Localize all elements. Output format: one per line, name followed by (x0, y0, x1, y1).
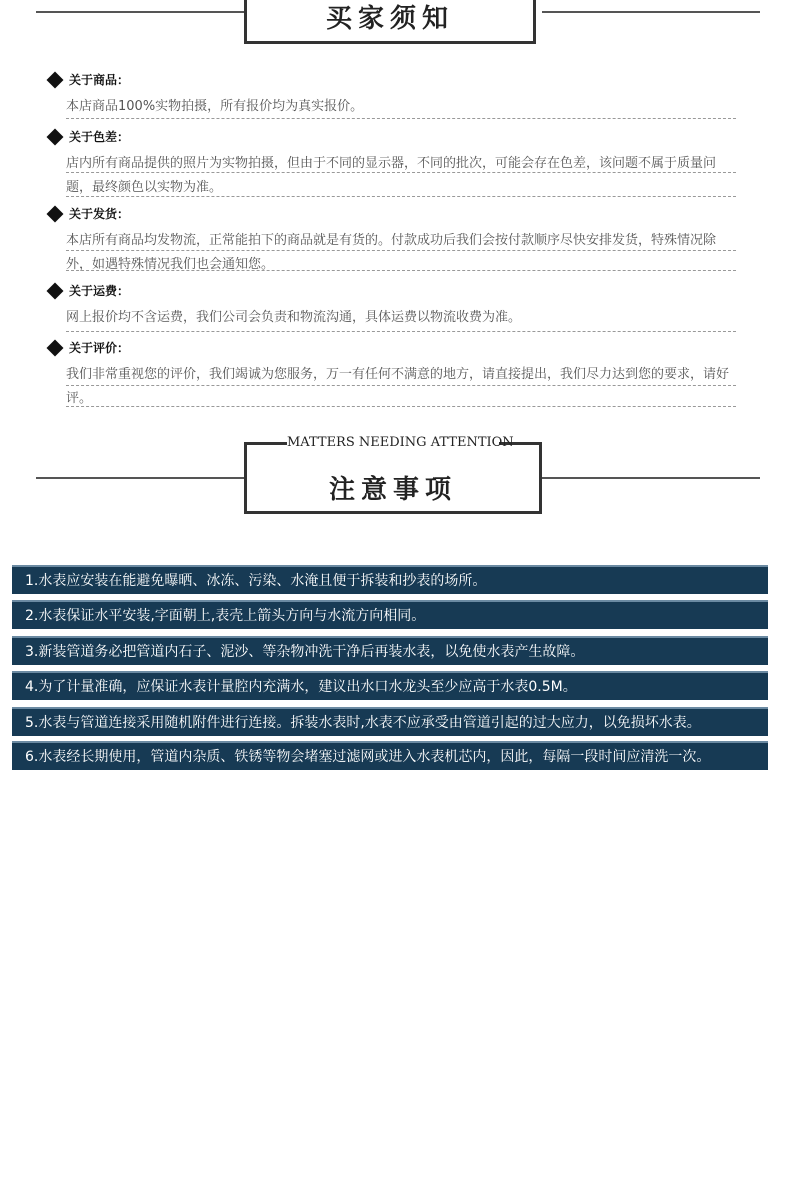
section-label: 关于色差： (69, 130, 130, 144)
matters-title-box (244, 435, 542, 514)
dashed-divider (66, 250, 736, 251)
dashed-divider (66, 118, 736, 119)
section-text: 店内所有商品提供的照片为实物拍摄，但由于不同的显示器，不同的批次，可能会存在色差，该问题不属于质量问题，最终颜色以实物为准。 (66, 156, 717, 195)
section-header-product (46, 71, 129, 88)
matters-rule-right (542, 477, 760, 479)
diamond-bullet-icon (47, 282, 64, 299)
dashed-divider (66, 196, 736, 197)
section-header-shipping (46, 205, 129, 222)
section-label: 关于商品： (69, 73, 130, 87)
matters-title-en: MATTERS NEEDING ATTENTION (287, 435, 514, 450)
diamond-bullet-icon (47, 205, 64, 222)
buyer-notice-title-box (244, 0, 536, 44)
diamond-bullet-icon (47, 71, 64, 88)
section-text: 本店所有商品均发物流，正常能拍下的商品就是有货的。付款成功后我们会按付款顺序尽快安排发货，特殊情况除外，如遇特殊情况我们也会通知您。 (66, 233, 717, 272)
attention-item: 5.水表与管道连接采用随机附件进行连接。拆装水表时,水表不应承受由管道引起的过大应力，以免损坏水表。 (12, 707, 768, 736)
section-header-freight (46, 282, 129, 299)
dashed-divider (66, 172, 736, 173)
attention-item: 2.水表保证水平安装,字面朝上,表壳上箭头方向与水流方向相同。 (12, 600, 768, 629)
attention-item: 1.水表应安装在能避免曝晒、冰冻、污染、水淹且便于拆装和抄表的场所。 (12, 565, 768, 594)
section-text: 本店商品100%实物拍摄，所有报价均为真实报价。 (66, 99, 364, 114)
section-label: 关于评价： (69, 341, 130, 355)
section-header-review (46, 339, 129, 356)
dashed-divider (66, 270, 736, 271)
dashed-divider (66, 406, 736, 407)
attention-item: 4.为了计量准确，应保证水表计量腔内充满水，建议出水口水龙头至少应高于水表0.5M。 (12, 671, 768, 700)
attention-item: 6.水表经长期使用，管道内杂质、铁锈等物会堵塞过滤网或进入水表机芯内，因此，每隔一段时间应清洗一次。 (12, 741, 768, 770)
buyer-notice-title: 买家须知 (325, 4, 454, 34)
section-text: 网上报价均不含运费，我们公司会负责和物流沟通，具体运费以物流收费为准。 (66, 310, 522, 325)
title-rule-left (36, 11, 244, 13)
matters-rule-left (36, 477, 244, 479)
matters-title-zh: 注意事项 (328, 475, 457, 505)
section-label: 关于发货： (69, 207, 130, 221)
dashed-divider (66, 331, 736, 332)
section-text: 我们非常重视您的评价，我们竭诚为您服务，万一有任何不满意的地方，请直接提出，我们尽力达到您的要求，请好评。 (66, 367, 730, 406)
section-label: 关于运费： (69, 284, 130, 298)
attention-item: 3.新装管道务必把管道内石子、泥沙、等杂物冲洗干净后再装水表，以免使水表产生故障。 (12, 636, 768, 665)
section-header-color (46, 128, 129, 145)
diamond-bullet-icon (47, 339, 64, 356)
title-rule-right (542, 11, 760, 13)
dashed-divider (66, 385, 736, 386)
diamond-bullet-icon (47, 128, 64, 145)
